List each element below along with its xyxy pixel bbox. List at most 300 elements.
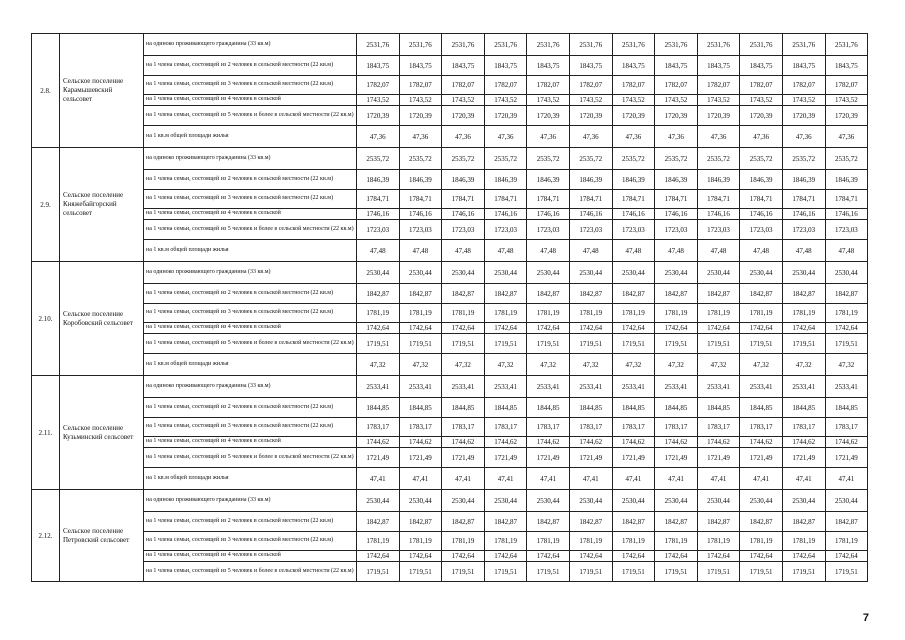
value-cell: 1719,51 — [399, 562, 442, 582]
value-cell: 2533,41 — [740, 376, 783, 398]
category-label: на 1 члена семьи, состоящей из 2 человек в сельской местности (22 кв.м) — [144, 56, 357, 76]
value-cell: 47,41 — [442, 468, 485, 490]
value-cell: 2530,44 — [357, 262, 400, 284]
value-cell: 1720,39 — [782, 106, 825, 126]
value-cell: 47,32 — [697, 354, 740, 376]
value-cell: 1746,16 — [740, 209, 783, 220]
value-cell: 1781,19 — [442, 532, 485, 551]
value-cell: 1719,51 — [484, 334, 527, 354]
value-cell: 1746,16 — [527, 209, 570, 220]
value-cell: 47,32 — [825, 354, 868, 376]
category-label: на 1 члена семьи, состоящей из 5 человек и более в сельской местности (22 кв.м) — [144, 106, 357, 126]
value-cell: 47,48 — [740, 240, 783, 262]
value-cell: 1783,17 — [782, 418, 825, 437]
value-cell: 2530,44 — [527, 490, 570, 512]
value-cell: 1846,39 — [442, 170, 485, 190]
category-label: на 1 члена семьи, состоящей из 4 человек в сельской — [144, 209, 357, 220]
value-cell: 47,48 — [655, 240, 698, 262]
value-cell: 1782,07 — [825, 76, 868, 95]
housing-norms-table — [31, 33, 868, 582]
value-cell: 1843,75 — [655, 56, 698, 76]
value-cell: 47,36 — [825, 126, 868, 148]
table-row — [32, 376, 868, 398]
value-cell: 1720,39 — [569, 106, 612, 126]
value-cell: 1723,03 — [569, 220, 612, 240]
value-cell: 1784,71 — [357, 190, 400, 209]
value-cell: 1846,39 — [697, 170, 740, 190]
value-cell: 2533,41 — [484, 376, 527, 398]
value-cell: 1784,71 — [782, 190, 825, 209]
value-cell: 1842,87 — [697, 284, 740, 304]
value-cell: 1742,64 — [527, 551, 570, 562]
value-cell: 1746,16 — [782, 209, 825, 220]
value-cell: 1742,64 — [399, 551, 442, 562]
value-cell: 2530,44 — [782, 262, 825, 284]
value-cell: 2535,72 — [527, 148, 570, 170]
category-label: на 1 члена семьи, состоящей из 2 человек в сельской местности (22 кв.м) — [144, 512, 357, 532]
value-cell: 1721,49 — [357, 448, 400, 468]
value-cell: 1742,64 — [484, 323, 527, 334]
value-cell: 47,48 — [357, 240, 400, 262]
table-row — [32, 551, 868, 562]
value-cell: 1781,19 — [357, 304, 400, 323]
value-cell: 2533,41 — [442, 376, 485, 398]
value-cell: 1743,52 — [442, 95, 485, 106]
value-cell: 1719,51 — [740, 562, 783, 582]
value-cell: 1721,49 — [612, 448, 655, 468]
value-cell: 1781,19 — [655, 304, 698, 323]
value-cell: 1721,49 — [697, 448, 740, 468]
value-cell: 1743,52 — [782, 95, 825, 106]
value-cell: 1719,51 — [612, 334, 655, 354]
value-cell: 1842,87 — [357, 512, 400, 532]
value-cell: 1720,39 — [612, 106, 655, 126]
value-cell: 2533,41 — [357, 376, 400, 398]
value-cell: 47,32 — [527, 354, 570, 376]
table-row — [32, 126, 868, 148]
value-cell: 1781,19 — [612, 532, 655, 551]
value-cell: 1781,19 — [357, 532, 400, 551]
value-cell: 1781,19 — [399, 532, 442, 551]
value-cell: 1742,64 — [357, 551, 400, 562]
value-cell: 1746,16 — [357, 209, 400, 220]
value-cell: 1782,07 — [484, 76, 527, 95]
value-cell: 1744,62 — [484, 437, 527, 448]
settlement-name: Сельское поселение Петровский сельсовет — [60, 490, 144, 582]
value-cell: 1720,39 — [357, 106, 400, 126]
value-cell: 1783,17 — [655, 418, 698, 437]
value-cell: 47,41 — [740, 468, 783, 490]
value-cell: 2535,72 — [569, 148, 612, 170]
value-cell: 2535,72 — [612, 148, 655, 170]
value-cell: 47,41 — [612, 468, 655, 490]
value-cell: 1784,71 — [569, 190, 612, 209]
value-cell: 1782,07 — [357, 76, 400, 95]
value-cell: 47,48 — [697, 240, 740, 262]
value-cell: 1721,49 — [825, 448, 868, 468]
value-cell: 2530,44 — [484, 490, 527, 512]
value-cell: 1742,64 — [740, 323, 783, 334]
value-cell: 1781,19 — [782, 532, 825, 551]
table-row — [32, 106, 868, 126]
value-cell: 1743,52 — [484, 95, 527, 106]
value-cell: 1742,64 — [569, 551, 612, 562]
table-body — [32, 34, 868, 582]
value-cell: 1842,87 — [569, 512, 612, 532]
value-cell: 47,36 — [484, 126, 527, 148]
value-cell: 2530,44 — [569, 262, 612, 284]
value-cell: 1842,87 — [612, 512, 655, 532]
value-cell: 47,32 — [399, 354, 442, 376]
value-cell: 1842,87 — [655, 512, 698, 532]
value-cell: 1721,49 — [655, 448, 698, 468]
value-cell: 1746,16 — [569, 209, 612, 220]
value-cell: 1719,51 — [527, 334, 570, 354]
value-cell: 1781,19 — [825, 532, 868, 551]
value-cell: 1721,49 — [399, 448, 442, 468]
value-cell: 1843,75 — [569, 56, 612, 76]
value-cell: 1783,17 — [357, 418, 400, 437]
value-cell: 1719,51 — [655, 562, 698, 582]
value-cell: 1781,19 — [484, 532, 527, 551]
value-cell: 47,48 — [484, 240, 527, 262]
value-cell: 1842,87 — [527, 512, 570, 532]
value-cell: 2531,76 — [484, 34, 527, 56]
value-cell: 47,32 — [357, 354, 400, 376]
table-row — [32, 34, 868, 56]
value-cell: 1846,39 — [527, 170, 570, 190]
value-cell: 1742,64 — [697, 323, 740, 334]
value-cell: 1746,16 — [612, 209, 655, 220]
value-cell: 1723,03 — [825, 220, 868, 240]
settlement-name: Сельское поселение Карамышевский сельсовет — [60, 34, 144, 148]
value-cell: 1742,64 — [825, 551, 868, 562]
category-label: на одиноко проживающего гражданина (33 кв.м) — [144, 490, 357, 512]
value-cell: 2535,72 — [442, 148, 485, 170]
value-cell: 2533,41 — [569, 376, 612, 398]
value-cell: 1846,39 — [782, 170, 825, 190]
value-cell: 2531,76 — [612, 34, 655, 56]
value-cell: 1719,51 — [442, 334, 485, 354]
value-cell: 1781,19 — [527, 304, 570, 323]
value-cell: 1781,19 — [825, 304, 868, 323]
value-cell: 1844,85 — [612, 398, 655, 418]
value-cell: 2533,41 — [782, 376, 825, 398]
value-cell: 1746,16 — [399, 209, 442, 220]
value-cell: 2533,41 — [527, 376, 570, 398]
value-cell: 1744,62 — [740, 437, 783, 448]
value-cell: 1746,16 — [825, 209, 868, 220]
value-cell: 47,41 — [527, 468, 570, 490]
value-cell: 2535,72 — [825, 148, 868, 170]
value-cell: 1719,51 — [569, 334, 612, 354]
value-cell: 1719,51 — [825, 334, 868, 354]
value-cell: 1844,85 — [442, 398, 485, 418]
category-label: на 1 члена семьи, состоящей из 2 человек в сельской местности (22 кв.м) — [144, 398, 357, 418]
value-cell: 1743,52 — [697, 95, 740, 106]
category-label: на 1 члена семьи, состоящей из 4 человек в сельской — [144, 437, 357, 448]
value-cell: 1842,87 — [825, 284, 868, 304]
value-cell: 1842,87 — [484, 284, 527, 304]
category-label: на одиноко проживающего гражданина (33 кв.м) — [144, 148, 357, 170]
table-row — [32, 262, 868, 284]
value-cell: 1744,62 — [655, 437, 698, 448]
value-cell: 47,48 — [569, 240, 612, 262]
value-cell: 1842,87 — [442, 512, 485, 532]
value-cell: 1742,64 — [357, 323, 400, 334]
value-cell: 1846,39 — [357, 170, 400, 190]
category-label: на 1 члена семьи, состоящей из 3 человек в сельской местности (22 кв.м) — [144, 190, 357, 209]
value-cell: 47,36 — [612, 126, 655, 148]
table-row — [32, 448, 868, 468]
value-cell: 1743,52 — [825, 95, 868, 106]
value-cell: 2531,76 — [655, 34, 698, 56]
category-label: на 1 члена семьи, состоящей из 3 человек в сельской местности (22 кв.м) — [144, 532, 357, 551]
value-cell: 1721,49 — [484, 448, 527, 468]
category-label: на одиноко проживающего гражданина (33 кв.м) — [144, 376, 357, 398]
value-cell: 1744,62 — [612, 437, 655, 448]
value-cell: 47,48 — [825, 240, 868, 262]
value-cell: 1784,71 — [697, 190, 740, 209]
value-cell: 1781,19 — [740, 532, 783, 551]
table-row — [32, 148, 868, 170]
table-row — [32, 354, 868, 376]
value-cell: 1742,64 — [782, 551, 825, 562]
table-row — [32, 284, 868, 304]
value-cell: 1742,64 — [655, 551, 698, 562]
value-cell: 1783,17 — [527, 418, 570, 437]
page-number: 7 — [862, 612, 869, 624]
value-cell: 1742,64 — [527, 323, 570, 334]
value-cell: 1719,51 — [697, 562, 740, 582]
table-row — [32, 304, 868, 323]
value-cell: 1720,39 — [399, 106, 442, 126]
value-cell: 2530,44 — [442, 262, 485, 284]
value-cell: 2531,76 — [442, 34, 485, 56]
value-cell: 1783,17 — [697, 418, 740, 437]
value-cell: 1720,39 — [740, 106, 783, 126]
table-row — [32, 398, 868, 418]
section-number: 2.12. — [32, 490, 60, 582]
category-label: на 1 кв.м общей площади жилья — [144, 126, 357, 148]
value-cell: 47,36 — [697, 126, 740, 148]
value-cell: 1784,71 — [612, 190, 655, 209]
category-label: на 1 члена семьи, состоящей из 4 человек в сельской — [144, 551, 357, 562]
value-cell: 47,41 — [399, 468, 442, 490]
settlement-name: Сельское поселение Коробовский сельсовет — [60, 262, 144, 376]
value-cell: 2530,44 — [442, 490, 485, 512]
value-cell: 2530,44 — [697, 490, 740, 512]
value-cell: 1844,85 — [399, 398, 442, 418]
value-cell: 2535,72 — [399, 148, 442, 170]
value-cell: 2531,76 — [527, 34, 570, 56]
value-cell: 2535,72 — [740, 148, 783, 170]
section-number: 2.10. — [32, 262, 60, 376]
value-cell: 47,36 — [357, 126, 400, 148]
table-row — [32, 418, 868, 437]
table-row — [32, 468, 868, 490]
value-cell: 47,36 — [527, 126, 570, 148]
value-cell: 1844,85 — [484, 398, 527, 418]
value-cell: 1719,51 — [484, 562, 527, 582]
category-label: на одиноко проживающего гражданина (33 кв.м) — [144, 262, 357, 284]
value-cell: 1842,87 — [569, 284, 612, 304]
value-cell: 1843,75 — [442, 56, 485, 76]
value-cell: 1719,51 — [357, 562, 400, 582]
value-cell: 1743,52 — [569, 95, 612, 106]
value-cell: 2531,76 — [782, 34, 825, 56]
value-cell: 1743,52 — [357, 95, 400, 106]
value-cell: 2531,76 — [825, 34, 868, 56]
value-cell: 1782,07 — [442, 76, 485, 95]
table-row — [32, 437, 868, 448]
value-cell: 1743,52 — [655, 95, 698, 106]
value-cell: 2533,41 — [825, 376, 868, 398]
value-cell: 47,32 — [442, 354, 485, 376]
value-cell: 2535,72 — [655, 148, 698, 170]
category-label: на 1 члена семьи, состоящей из 2 человек в сельской местности (22 кв.м) — [144, 284, 357, 304]
value-cell: 1842,87 — [442, 284, 485, 304]
value-cell: 47,36 — [782, 126, 825, 148]
value-cell: 1843,75 — [357, 56, 400, 76]
value-cell: 1844,85 — [655, 398, 698, 418]
value-cell: 1784,71 — [527, 190, 570, 209]
value-cell: 2535,72 — [357, 148, 400, 170]
value-cell: 2531,76 — [740, 34, 783, 56]
value-cell: 1844,85 — [782, 398, 825, 418]
category-label: на 1 члена семьи, состоящей из 5 человек и более в сельской местности (22 кв.м) — [144, 448, 357, 468]
category-label: на 1 члена семьи, состоящей из 4 человек в сельской — [144, 95, 357, 106]
value-cell: 1783,17 — [442, 418, 485, 437]
value-cell: 1742,64 — [399, 323, 442, 334]
table-row — [32, 190, 868, 209]
value-cell: 2530,44 — [740, 262, 783, 284]
value-cell: 2530,44 — [655, 490, 698, 512]
value-cell: 1844,85 — [825, 398, 868, 418]
category-label: на 1 члена семьи, состоящей из 4 человек в сельской — [144, 323, 357, 334]
table-row — [32, 334, 868, 354]
table-row — [32, 240, 868, 262]
section-number: 2.9. — [32, 148, 60, 262]
value-cell: 1744,62 — [697, 437, 740, 448]
value-cell: 1843,75 — [782, 56, 825, 76]
value-cell: 47,41 — [825, 468, 868, 490]
value-cell: 1723,03 — [740, 220, 783, 240]
value-cell: 1742,64 — [612, 323, 655, 334]
value-cell: 2533,41 — [697, 376, 740, 398]
value-cell: 1719,51 — [697, 334, 740, 354]
value-cell: 2530,44 — [569, 490, 612, 512]
value-cell: 1743,52 — [612, 95, 655, 106]
value-cell: 1723,03 — [655, 220, 698, 240]
table-row — [32, 76, 868, 95]
value-cell: 1842,87 — [527, 284, 570, 304]
value-cell: 1844,85 — [357, 398, 400, 418]
value-cell: 1784,71 — [484, 190, 527, 209]
value-cell: 1783,17 — [399, 418, 442, 437]
value-cell: 47,41 — [484, 468, 527, 490]
value-cell: 1782,07 — [740, 76, 783, 95]
value-cell: 1846,39 — [740, 170, 783, 190]
value-cell: 1719,51 — [442, 562, 485, 582]
value-cell: 2531,76 — [697, 34, 740, 56]
value-cell: 1843,75 — [740, 56, 783, 76]
value-cell: 1721,49 — [442, 448, 485, 468]
value-cell: 1720,39 — [655, 106, 698, 126]
value-cell: 2533,41 — [655, 376, 698, 398]
value-cell: 47,32 — [655, 354, 698, 376]
value-cell: 1842,87 — [399, 512, 442, 532]
value-cell: 1782,07 — [569, 76, 612, 95]
value-cell: 1846,39 — [655, 170, 698, 190]
value-cell: 47,32 — [569, 354, 612, 376]
category-label: на одиноко проживающего гражданина (33 кв.м) — [144, 34, 357, 56]
value-cell: 1719,51 — [782, 334, 825, 354]
value-cell: 1742,64 — [442, 323, 485, 334]
value-cell: 1843,75 — [399, 56, 442, 76]
table-row — [32, 95, 868, 106]
value-cell: 1719,51 — [825, 562, 868, 582]
value-cell: 1723,03 — [612, 220, 655, 240]
value-cell: 2535,72 — [697, 148, 740, 170]
value-cell: 1746,16 — [442, 209, 485, 220]
value-cell: 1784,71 — [825, 190, 868, 209]
value-cell: 1746,16 — [697, 209, 740, 220]
value-cell: 2530,44 — [527, 262, 570, 284]
category-label: на 1 члена семьи, состоящей из 5 человек и более в сельской местности (22 кв.м) — [144, 334, 357, 354]
value-cell: 1744,62 — [399, 437, 442, 448]
value-cell: 2530,44 — [399, 262, 442, 284]
value-cell: 1746,16 — [655, 209, 698, 220]
value-cell: 2531,76 — [357, 34, 400, 56]
value-cell: 1782,07 — [612, 76, 655, 95]
value-cell: 1781,19 — [399, 304, 442, 323]
category-label: на 1 члена семьи, состоящей из 5 человек и более в сельской местности (22 кв.м) — [144, 562, 357, 582]
table-row — [32, 562, 868, 582]
value-cell: 1744,62 — [442, 437, 485, 448]
value-cell: 1742,64 — [782, 323, 825, 334]
value-cell: 1784,71 — [740, 190, 783, 209]
value-cell: 1721,49 — [740, 448, 783, 468]
value-cell: 1843,75 — [825, 56, 868, 76]
value-cell: 1781,19 — [740, 304, 783, 323]
value-cell: 1781,19 — [612, 304, 655, 323]
value-cell: 1743,52 — [740, 95, 783, 106]
value-cell: 1842,87 — [697, 512, 740, 532]
value-cell: 1742,64 — [442, 551, 485, 562]
value-cell: 1784,71 — [442, 190, 485, 209]
section-number: 2.8. — [32, 34, 60, 148]
value-cell: 1723,03 — [484, 220, 527, 240]
value-cell: 1783,17 — [825, 418, 868, 437]
value-cell: 1719,51 — [655, 334, 698, 354]
value-cell: 1721,49 — [569, 448, 612, 468]
value-cell: 2530,44 — [825, 490, 868, 512]
value-cell: 1721,49 — [527, 448, 570, 468]
value-cell: 1842,87 — [612, 284, 655, 304]
value-cell: 1783,17 — [612, 418, 655, 437]
value-cell: 2530,44 — [484, 262, 527, 284]
value-cell: 1781,19 — [655, 532, 698, 551]
value-cell: 1781,19 — [484, 304, 527, 323]
value-cell: 1720,39 — [697, 106, 740, 126]
value-cell: 47,32 — [782, 354, 825, 376]
value-cell: 1783,17 — [484, 418, 527, 437]
value-cell: 1782,07 — [527, 76, 570, 95]
value-cell: 2530,44 — [697, 262, 740, 284]
value-cell: 1784,71 — [399, 190, 442, 209]
value-cell: 2530,44 — [357, 490, 400, 512]
